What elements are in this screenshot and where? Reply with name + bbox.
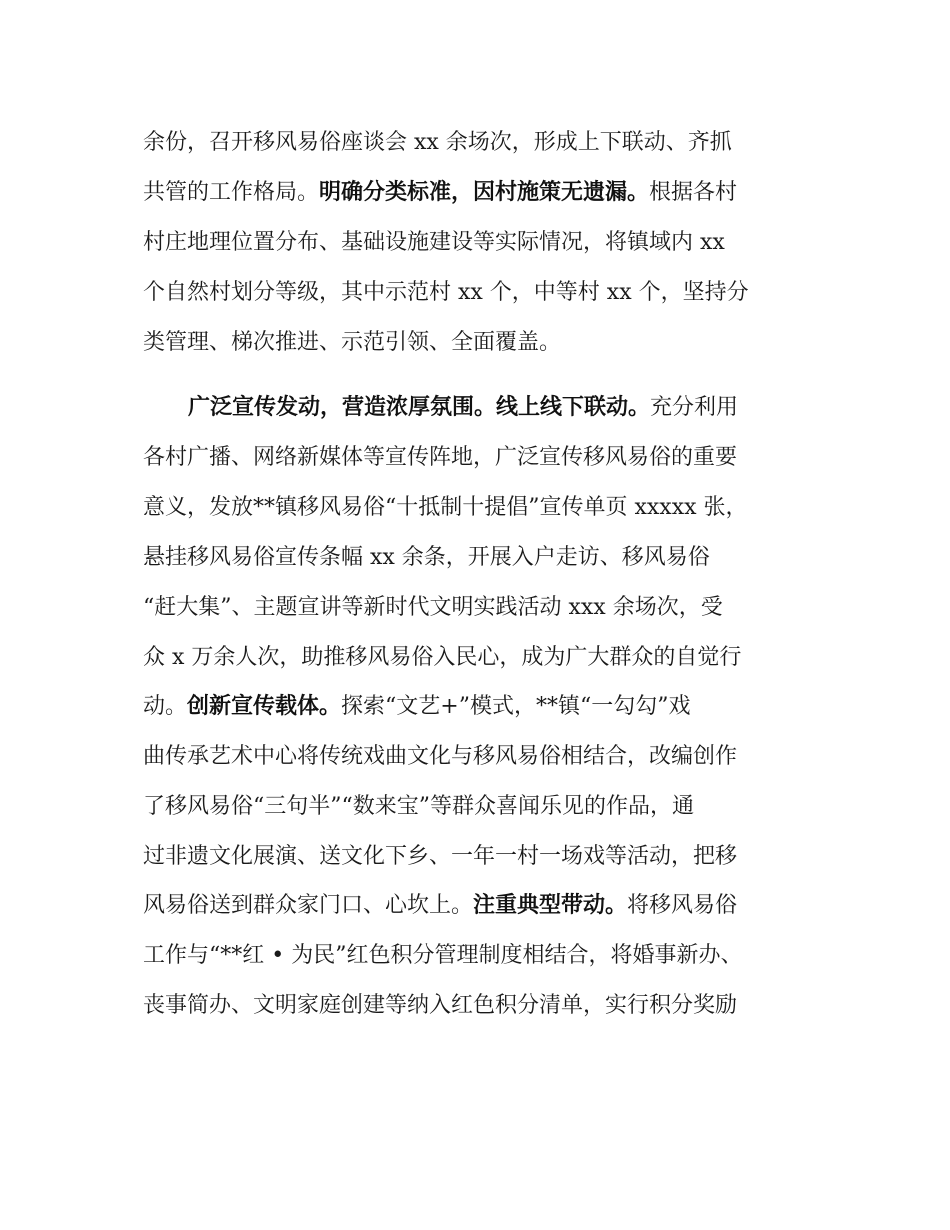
text-line: 村庄地理位置分布、基础设施建设等实际情况，将镇域内 xx [143,230,725,255]
text-line: 类管理、梯次推进、示范引领、全面覆盖。 [143,330,562,355]
text-run: 风易俗送到群众家门口、心坎上。 [143,893,474,918]
text-run: 动。 [143,694,188,719]
text-run: 共管的工作格局。 [143,180,320,205]
text-line: 工作与“**红 • 为民”红色积分管理制度相结合，将婚事新办、 [143,943,743,968]
text-line: 悬挂移风易俗宣传条幅 xx 余条，开展入户走访、移风易俗 [143,545,710,570]
text-line: 丧事简办、文明家庭创建等纳入红色积分清单，实行积分奖励 [143,993,738,1018]
text-line: 个自然村划分等级，其中示范村 xx 个，中等村 xx 个，坚持分 [143,280,749,305]
text-line: 曲传承艺术中心将传统戏曲文化与移风易俗相结合，改编创作 [143,744,738,769]
text-run: 根据各村 [649,180,738,205]
text-line: 余份，召开移风易俗座谈会 xx 余场次，形成上下联动、齐抓 [143,130,732,155]
text-run: 将移风易俗 [627,893,738,918]
text-line: 意义，发放**镇移风易俗“十抵制十提倡”宣传单页 xxxxx 张， [143,495,748,520]
bold-heading: 注重典型带动。 [473,893,628,918]
text-run: 充分利用 [650,395,739,420]
text-line: 了移风易俗“三句半”“数来宝”等群众喜闻乐见的作品，通 [143,794,694,819]
text-line: 各村广播、网络新媒体等宣传阵地，广泛宣传移风易俗的重要 [143,445,738,470]
text-line: 众 x 万余人次，助推移风易俗入民心，成为广大群众的自觉行 [143,645,742,670]
text-line: “赶大集”、主题宣讲等新时代文明实践活动 xxx 余场次，受 [143,595,723,620]
bold-heading: 广泛宣传发动，营造浓厚氛围。 [188,395,497,420]
text-line: 过非遗文化展演、送文化下乡、一年一村一场戏等活动，把移 [143,844,738,869]
text-line [143,891,737,921]
text-line [143,178,737,208]
text-line [188,393,738,423]
bold-heading: 创新宣传载体。 [187,694,342,719]
text-run: 探索“文艺+”模式，**镇“一勾勾”戏 [341,694,691,719]
text-line [143,692,690,722]
bold-heading: 明确分类标准，因村施策无遗漏。 [319,180,650,205]
bold-heading: 线上线下联动。 [496,395,651,420]
